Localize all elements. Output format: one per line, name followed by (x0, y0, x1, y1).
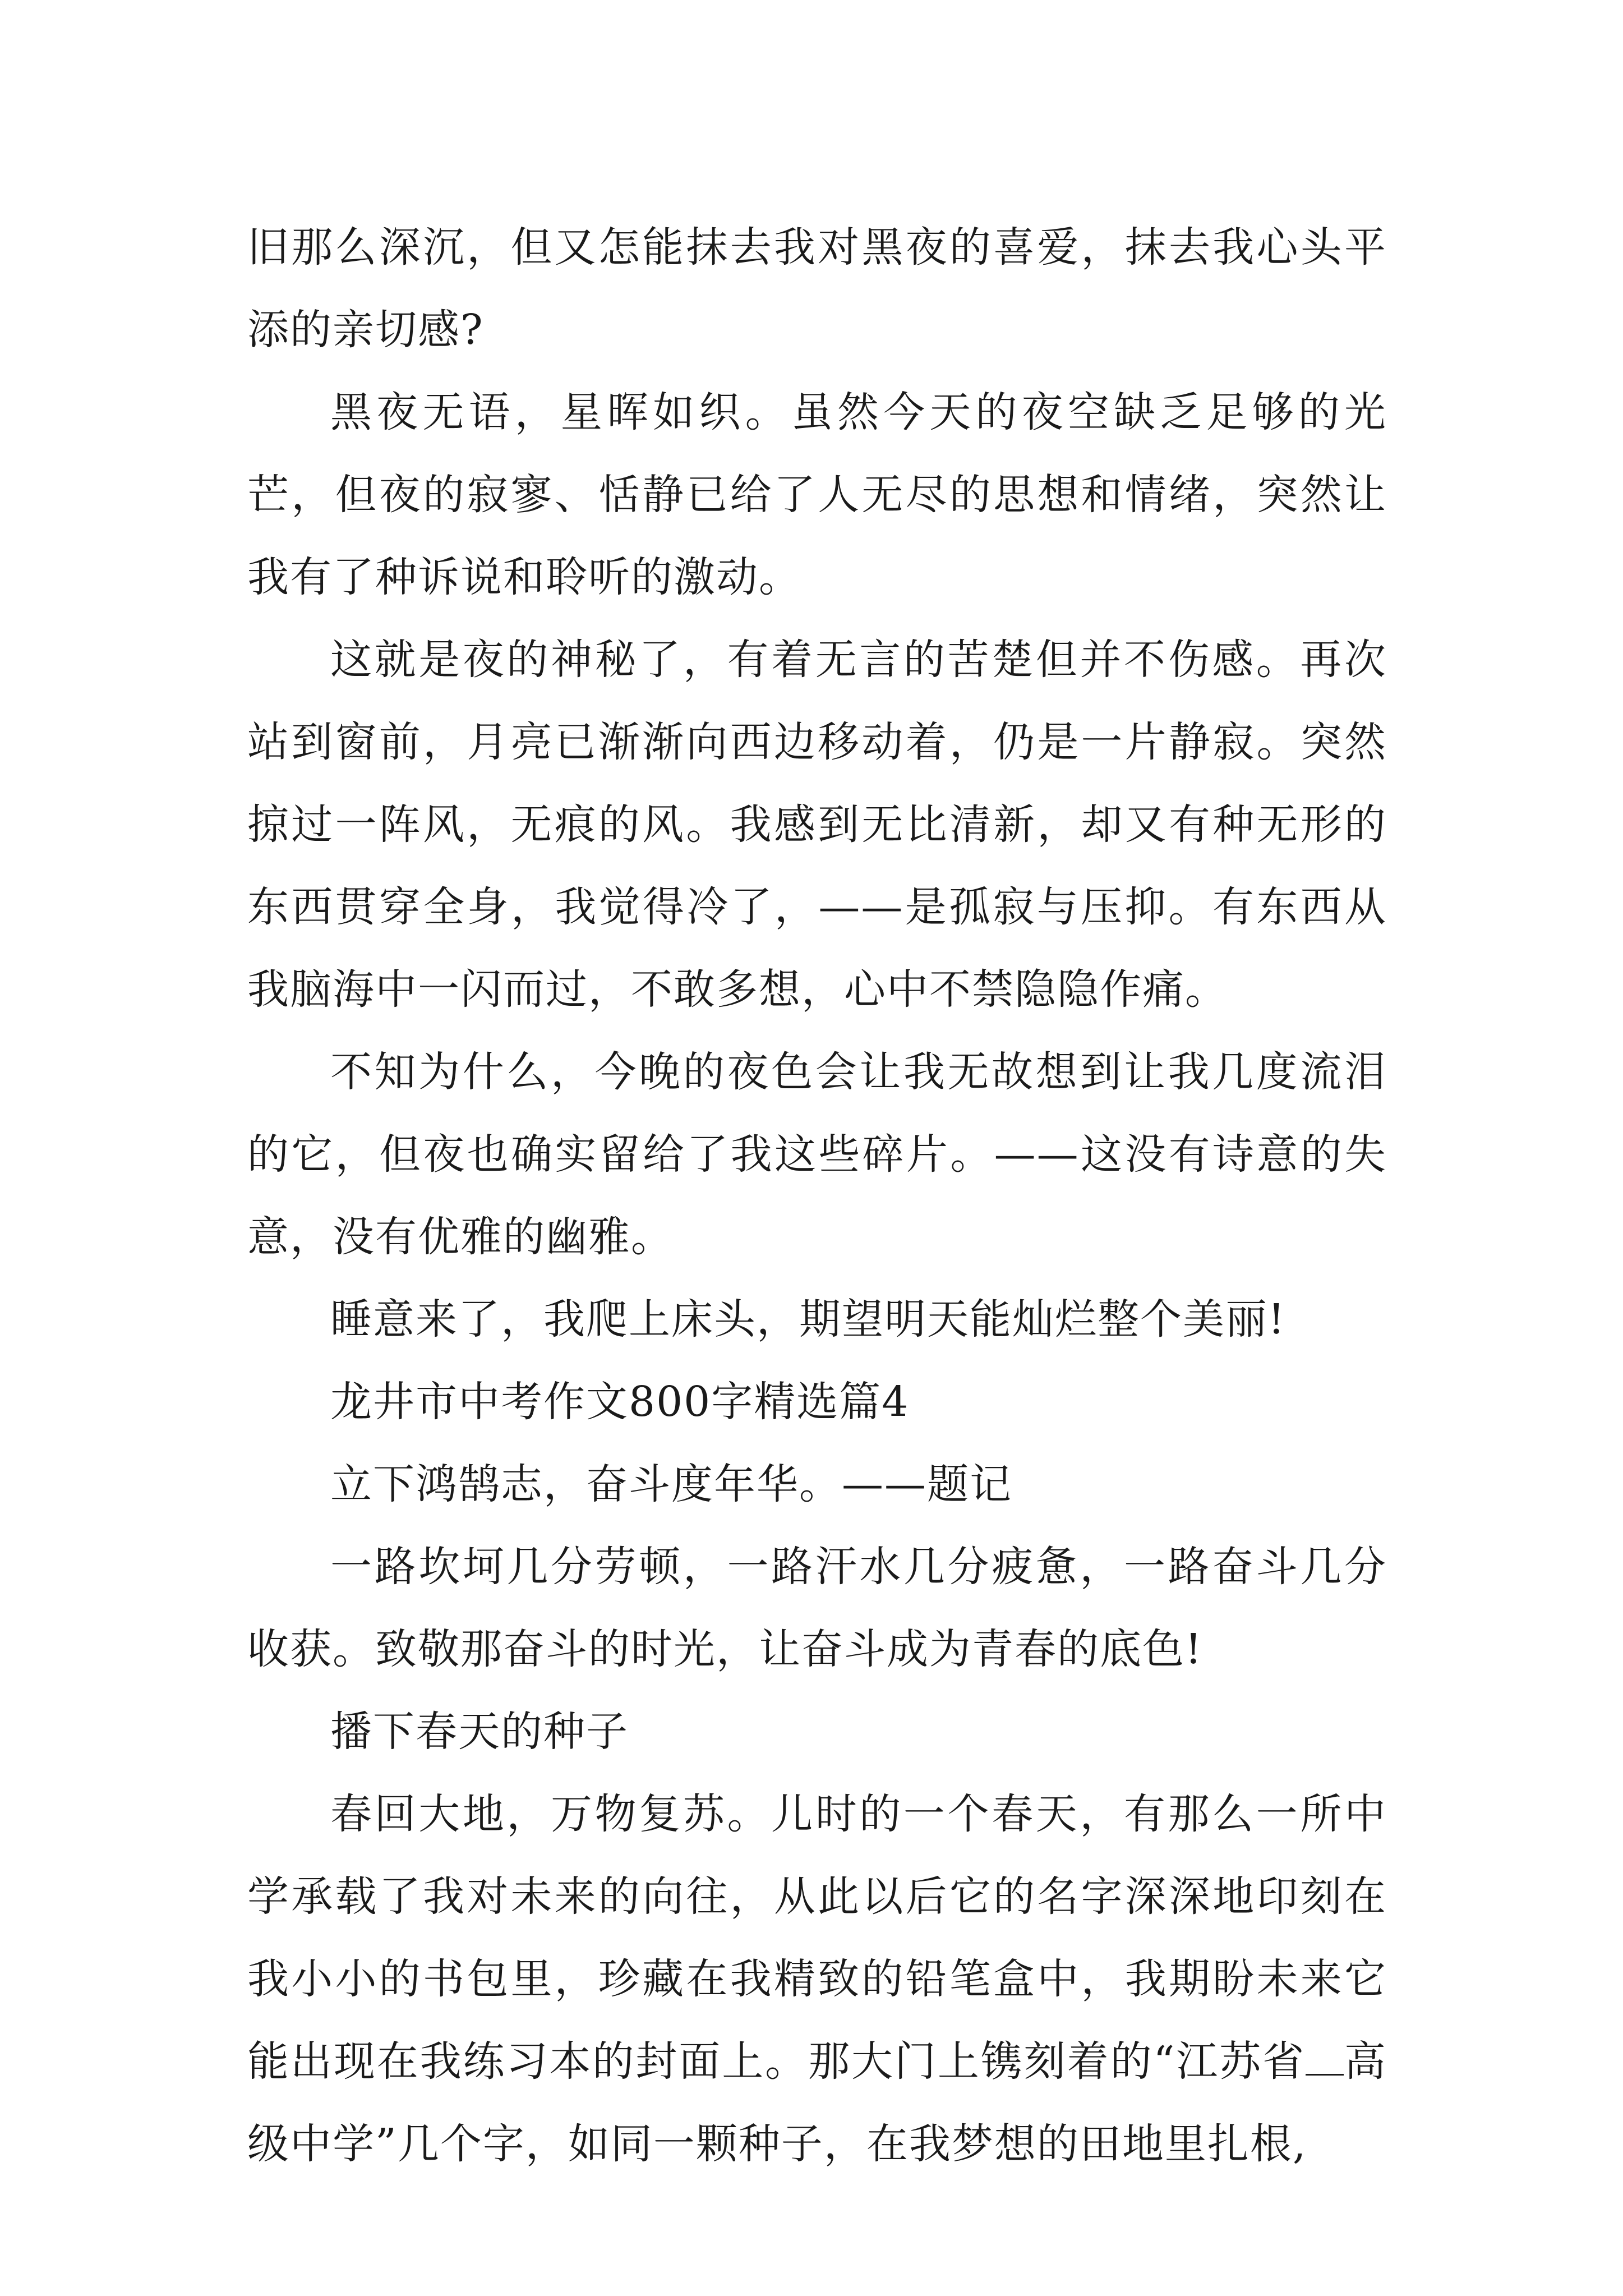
paragraph-1: 旧那么深沉，但又怎能抹去我对黑夜的喜爱，抹去我心头平添的亲切感? (247, 223, 1387, 354)
section-heading: 龙井市中考作文800字精选篇4 (330, 1378, 910, 1426)
paragraph-3: 这就是夜的神秘了，有着无言的苦楚但并不伤感。再次站到窗前，月亮已渐渐向西边移动着，仍是一片静寂。突然掠过一阵风，无痕的风。我感到无比清新，却又有种无形的东西贯穿全身，我觉得冷了，——是孤寂与压抑。有东西从我脑海中一闪而过，不敢多想，心中不禁隐隐作痛。 (247, 636, 1387, 1014)
epigraph: 立下鸿鹄志，奋斗度年华。——题记 (330, 1460, 1012, 1508)
paragraph-4: 不知为什么，今晚的夜色会让我无故想到让我几度流泪的它，但夜也确实留给了我这些碎片。——这没有诗意的失意，没有优雅的幽雅。 (247, 1048, 1387, 1261)
paragraph-6: 一路坎坷几分劳顿，一路汗水几分疲惫，一路奋斗几分收获。致敬那奋斗的时光，让奋斗成为青春的底色! (247, 1543, 1387, 1673)
fill-in-blank (1306, 2038, 1344, 2076)
subheading: 播下春天的种子 (330, 1708, 629, 1756)
paragraph-5: 睡意来了，我爬上床头，期望明天能灿烂整个美丽! (330, 1295, 1286, 1343)
essay-body (247, 206, 1387, 2185)
paragraph-7-head: 春回大地，万物复苏。儿时的一个春天，有那么一所中学承载了我对未来的向往，从此以后它的名字深深地印刻在我小小的书包里，珍藏在我精致的铅笔盒中，我期盼未来它能出现在我练习本的封面上。那大门上镌刻着的“江苏省 (247, 1790, 1387, 2086)
paragraph-7-tail: 高级中学”几个字，如同一颗种子，在我梦想的田地里扎根, (247, 2037, 1387, 2168)
paragraph-7 (247, 1773, 1387, 2185)
paragraph-2: 黑夜无语，星晖如织。虽然今天的夜空缺乏足够的光芒，但夜的寂寥、恬静已给了人无尽的思想和情绪，突然让我有了种诉说和聆听的激动。 (247, 388, 1387, 601)
